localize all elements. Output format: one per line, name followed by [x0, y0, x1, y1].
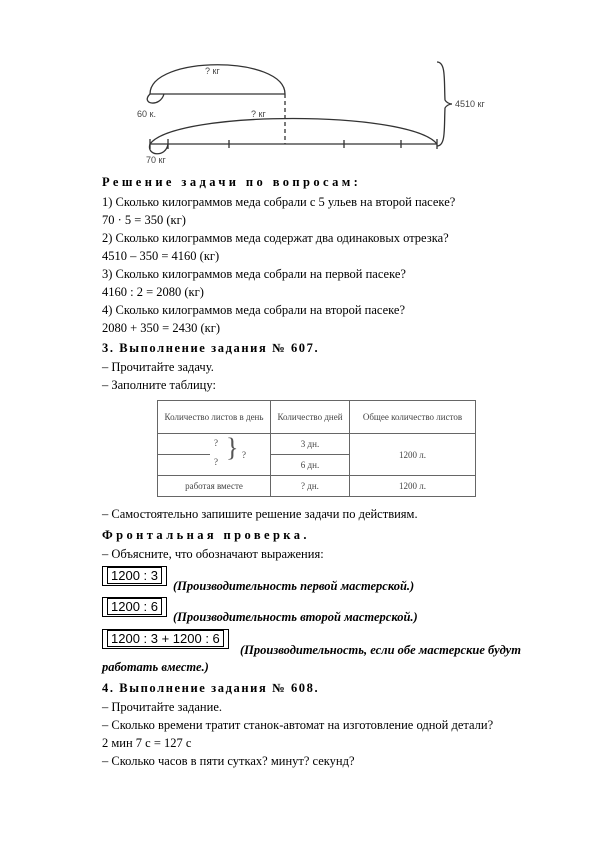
- check-heading: Фронтальная проверка.: [102, 528, 310, 542]
- task608-line4: – Сколько часов в пяти сутках? минут? секунд?: [102, 754, 355, 768]
- task608-line2: – Сколько времени тратит станок-автомат на изготовление одной детали?: [102, 718, 494, 732]
- task607-line1: – Прочитайте задачу.: [102, 360, 214, 374]
- expr2-note: (Производительность второй мастерской.): [173, 610, 418, 624]
- table-r1c1: [158, 434, 271, 455]
- q4-line: 4) Сколько килограммов меда собрали на второй пасеке?: [102, 303, 406, 317]
- q1-line: 1) Сколько килограммов меда собрали с 5 ульев на второй пасеке?: [102, 195, 456, 209]
- top-label: ? кг: [205, 66, 220, 76]
- table-r3c2: ? дн.: [271, 476, 350, 497]
- task607-line3: – Самостоятельно запишите решение задачи по действиям.: [102, 507, 418, 521]
- brace-icon: }: [226, 432, 239, 462]
- q3-answer: 4160 : 2 = 2080 (кг): [102, 285, 204, 299]
- q4-answer: 2080 + 350 = 2430 (кг): [102, 321, 220, 335]
- brace-question: ?: [242, 449, 246, 460]
- table-r2c2: 6 дн.: [271, 455, 350, 476]
- segment-diagram: [0, 0, 595, 175]
- table-header-total: Общее количество листов: [350, 401, 476, 434]
- expr3-value: 1200 : 3 + 1200 : 6: [107, 630, 224, 647]
- q2-line: 2) Сколько килограммов меда содержат два одинаковых отрезка?: [102, 231, 449, 245]
- expr1-box: [102, 566, 167, 586]
- table-r3c3: 1200 л.: [350, 476, 476, 497]
- expr2-box: [102, 597, 167, 617]
- q3-line: 3) Сколько килограммов меда собрали на первой пасеке?: [102, 267, 406, 281]
- left-small-label: 60 к.: [137, 109, 156, 119]
- table-r3c1: работая вместе: [158, 476, 271, 497]
- middle-label: ? кг: [251, 109, 266, 119]
- task608-line3: 2 мин 7 с = 127 с: [102, 736, 192, 750]
- expr3-note-b: работать вместе.): [102, 660, 209, 674]
- table-r1c1-value: ?: [214, 438, 218, 448]
- table-r2c1: [158, 432, 271, 476]
- divider-line: [158, 454, 210, 455]
- task608-line1: – Прочитайте задание.: [102, 700, 222, 714]
- table-header-rate: Количество листов в день: [158, 401, 271, 434]
- table-header-days: Количество дней: [271, 401, 350, 434]
- expr3-box: [102, 629, 229, 649]
- solution-heading: Решение задачи по вопросам:: [102, 175, 362, 189]
- expr2-value: 1200 : 6: [107, 598, 162, 615]
- table-merged-total: 1200 л.: [350, 434, 476, 476]
- check-line1: – Объясните, что обозначают выражения:: [102, 547, 324, 561]
- task607-heading: 3. Выполнение задания № 607.: [102, 341, 320, 355]
- expr3-note-a: (Производительность, если обе мастерские будут: [240, 643, 521, 657]
- expr1-note: (Производительность первой мастерской.): [173, 579, 415, 593]
- q1-answer: 70 · 5 = 350 (кг): [102, 213, 186, 227]
- bottom-label: 70 кг: [146, 155, 166, 165]
- task608-heading: 4. Выполнение задания № 608.: [102, 681, 320, 695]
- expr1-value: 1200 : 3: [107, 567, 162, 584]
- table-r1c2: 3 дн.: [271, 434, 350, 455]
- total-label: 4510 кг: [455, 99, 485, 109]
- task607-table: [157, 400, 476, 497]
- task607-line2: – Заполните таблицу:: [102, 378, 216, 392]
- table-r2c1-value: ?: [214, 456, 218, 467]
- q2-answer: 4510 – 350 = 4160 (кг): [102, 249, 220, 263]
